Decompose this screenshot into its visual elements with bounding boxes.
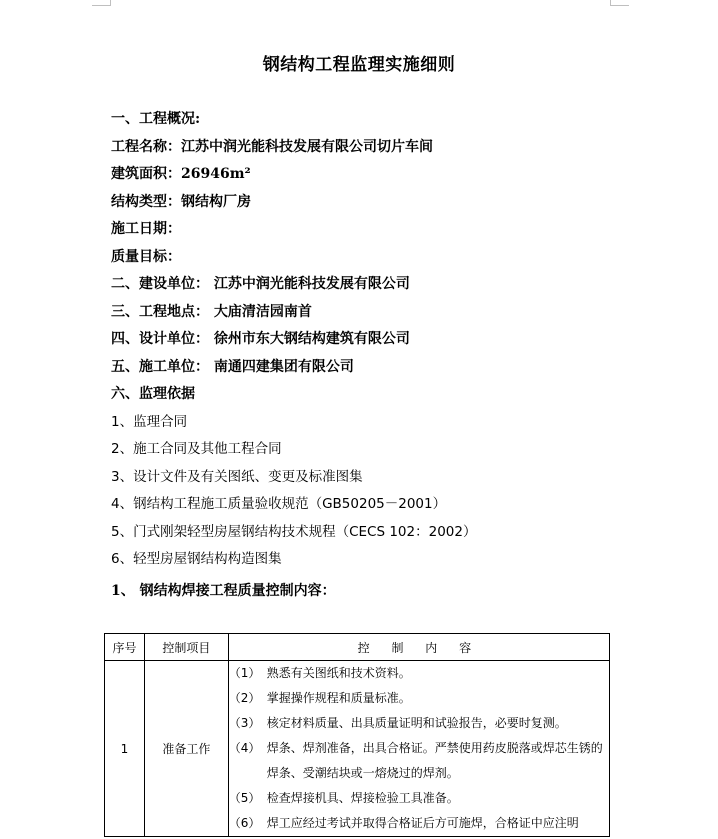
page-corner-mark-right [610, 0, 629, 6]
content-item-number: （3） [228, 716, 261, 730]
content-item-text: 核定材料质量、出具质量证明和试验报告，必要时复测。 [266, 716, 567, 730]
text-line: 结构类型：钢结构厂房 [111, 193, 251, 210]
overview-lines [111, 106, 476, 574]
header-content: 控 制 内 容 [228, 634, 609, 661]
text-line: 3、设计文件及有关图纸、变更及标准图集 [111, 468, 363, 485]
content-item [229, 786, 609, 811]
content-item-text: 焊条、焊剂准备，出具合格证。严禁使用药皮脱落或焊芯生锈的焊条、受潮结块或一熔烧过的焊剂。 [266, 741, 603, 780]
content-item [229, 711, 609, 736]
content-item-number: （2） [228, 691, 261, 705]
text-line: 六、监理依据 [111, 386, 195, 402]
content-item-text: 检查焊接机具、焊接检验工具准备。 [266, 791, 459, 805]
content-item-text: 熟悉有关图纸和技术资料。 [266, 666, 411, 680]
text-line: 五、施工单位： 南通四建集团有限公司 [111, 358, 354, 375]
content-item-number: （1） [228, 666, 261, 680]
header-seq: 序号 [105, 634, 145, 661]
content-item [229, 661, 609, 686]
content-item-text: 掌握操作规程和质量标准。 [266, 691, 411, 705]
document-title: 钢结构工程监理实施细则 [262, 55, 456, 75]
row-content [228, 661, 609, 837]
text-line: 施工日期： [111, 221, 181, 237]
section-heading: 1、 钢结构焊接工程质量控制内容： [111, 583, 336, 599]
text-line: 四、设计单位： 徐州市东大钢结构建筑有限公司 [111, 331, 410, 347]
content-item [229, 811, 609, 836]
table-header-row [105, 634, 610, 661]
content-item-number: （5） [228, 791, 261, 805]
text-line: 质量目标： [111, 248, 181, 265]
text-line: 2、施工合同及其他工程合同 [111, 441, 282, 457]
text-line: 5、门式刚架轻型房屋钢结构技术规程（CECS 102：2002） [111, 523, 477, 540]
row-seq: 1 [105, 661, 145, 837]
content-item-number: （4） [228, 741, 261, 755]
text-line: 1、监理合同 [111, 413, 188, 430]
text-line: 一、工程概况: [111, 111, 201, 127]
row-item: 准备工作 [144, 661, 228, 837]
content-item [229, 686, 609, 711]
text-line: 6、轻型房屋钢结构构造图集 [111, 551, 282, 567]
page-corner-mark-left [92, 0, 111, 6]
text-line: 4、钢结构工程施工质量验收规范（GB50205－2001） [111, 496, 447, 512]
control-table [104, 633, 610, 837]
content-item-number: （6） [228, 816, 261, 830]
text-line: 建筑面积：26946m² [111, 166, 251, 182]
header-item: 控制项目 [144, 634, 228, 661]
text-line: 工程名称：江苏中润光能科技发展有限公司切片车间 [111, 138, 433, 155]
table-row [105, 661, 610, 837]
content-item-text: 焊工应经过考试并取得合格证后方可施焊，合格证中应注明 [266, 816, 579, 830]
content-item [229, 736, 609, 786]
text-line: 二、建设单位： 江苏中润光能科技发展有限公司 [111, 276, 410, 292]
text-line: 三、工程地点： 大庙清洁园南首 [111, 303, 312, 320]
